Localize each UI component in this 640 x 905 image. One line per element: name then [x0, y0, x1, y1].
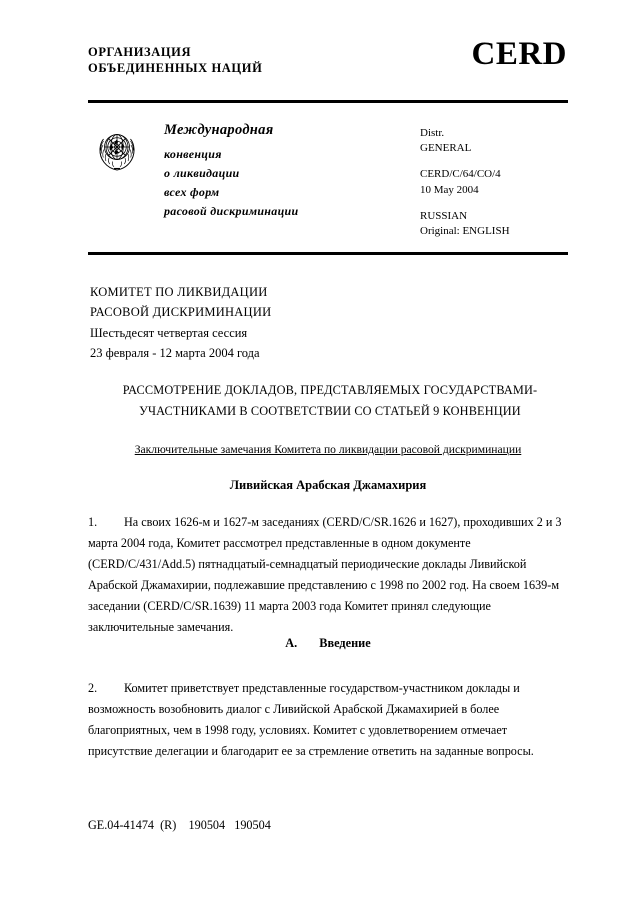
- convention-block: [88, 122, 568, 239]
- convention-title-line-3: о ликвидации: [164, 165, 240, 180]
- un-emblem-icon: [92, 124, 142, 174]
- organization-line-2: ОБЪЕДИНЕННЫХ НАЦИЙ: [88, 61, 263, 76]
- header-rule-bottom: [88, 252, 568, 255]
- header-rule-top: [88, 100, 568, 103]
- document-original-language: Original: ENGLISH: [420, 224, 510, 237]
- convention-title-line-1: Международная: [164, 122, 274, 138]
- document-title-line-2: УЧАСТНИКАМИ В СООТВЕТСТВИИ СО СТАТЬЕЙ 9 КОНВЕНЦИИ: [139, 404, 521, 419]
- convention-title-line-4: всех форм: [164, 184, 220, 199]
- document-title-line-1: РАССМОТРЕНИЕ ДОКЛАДОВ, ПРЕДСТАВЛЯЕМЫХ ГОСУДАРСТВАМИ-: [122, 383, 538, 397]
- committee-session: Шестьдесят четвертая сессия: [90, 325, 248, 340]
- committee-name-line-1: КОМИТЕТ ПО ЛИКВИДАЦИИ: [90, 285, 268, 299]
- distribution-block: [420, 122, 510, 239]
- organization-name: [88, 44, 262, 77]
- paragraph-2-text: Комитет приветствует представленные государством-участником доклады и возможность возобновить диалог с Ливийской Арабской Джамахирией в более благоприятных, чем в 1998 году, условиях. Комитет с удовлетворением отмечает присутствие делегации и благодарит ее за стремление ответить на заданные вопросы.: [88, 681, 534, 758]
- page-content-area: [88, 0, 568, 905]
- committee-name-line-2: РАСОВОЙ ДИСКРИМИНАЦИИ: [90, 305, 272, 320]
- convention-title-line-5: расовой дискриминации: [164, 203, 299, 218]
- convention-title: [164, 122, 414, 221]
- document-subtitle-text: Заключительные замечания Комитета по ликвидации расовой дискриминации: [134, 443, 522, 456]
- distribution-group: [420, 126, 510, 156]
- document-subtitle: [88, 443, 568, 456]
- document-title: [106, 380, 554, 423]
- symbol-group: [420, 167, 510, 197]
- body-acronym-mark: CERD: [471, 36, 567, 72]
- committee-block: [90, 282, 510, 363]
- country-name: Ливийская Арабская Джамахирия: [229, 478, 427, 492]
- convention-title-line-2: конвенция: [164, 147, 222, 161]
- distribution-label: Distr.: [420, 127, 445, 139]
- paragraph-1-number: 1.: [88, 515, 98, 529]
- committee-session-dates: 23 февраля - 12 марта 2004 года: [90, 345, 260, 360]
- document-date: 10 May 2004: [420, 183, 479, 196]
- section-a-letter: A.: [285, 636, 298, 650]
- document-footer: GE.04-41474 (R) 190504 190504: [88, 818, 271, 832]
- section-heading-a: [88, 636, 568, 651]
- section-a-title: Введение: [319, 636, 371, 650]
- masthead: [88, 36, 568, 77]
- language-group: [420, 209, 510, 239]
- paragraph-2-number: 2.: [88, 681, 98, 695]
- paragraph-2: [88, 678, 570, 762]
- distribution-value: GENERAL: [420, 142, 472, 155]
- paragraph-1: [88, 512, 570, 638]
- document-symbol: CERD/C/64/CO/4: [420, 168, 501, 181]
- document-language: RUSSIAN: [420, 209, 468, 222]
- paragraph-1-text: На своих 1626-м и 1627-м заседаниях (CERD/C/SR.1626 и 1627), проходивших 2 и 3 марта 2004 года, Комитет рассмотрел представленные в одном документе (CERD/C/431/Add.5) пятнадцатый-семнадцатый периодические доклады Ливийской Арабской Джамахирии, подлежавшие представлению с 1998 по 2002 год. На своем 1639-м заседании (CERD/C/SR.1639) 11 марта 2003 года Комитет принял следующие заключительные замечания.: [88, 515, 562, 634]
- organization-line-1: ОРГАНИЗАЦИЯ: [88, 45, 192, 59]
